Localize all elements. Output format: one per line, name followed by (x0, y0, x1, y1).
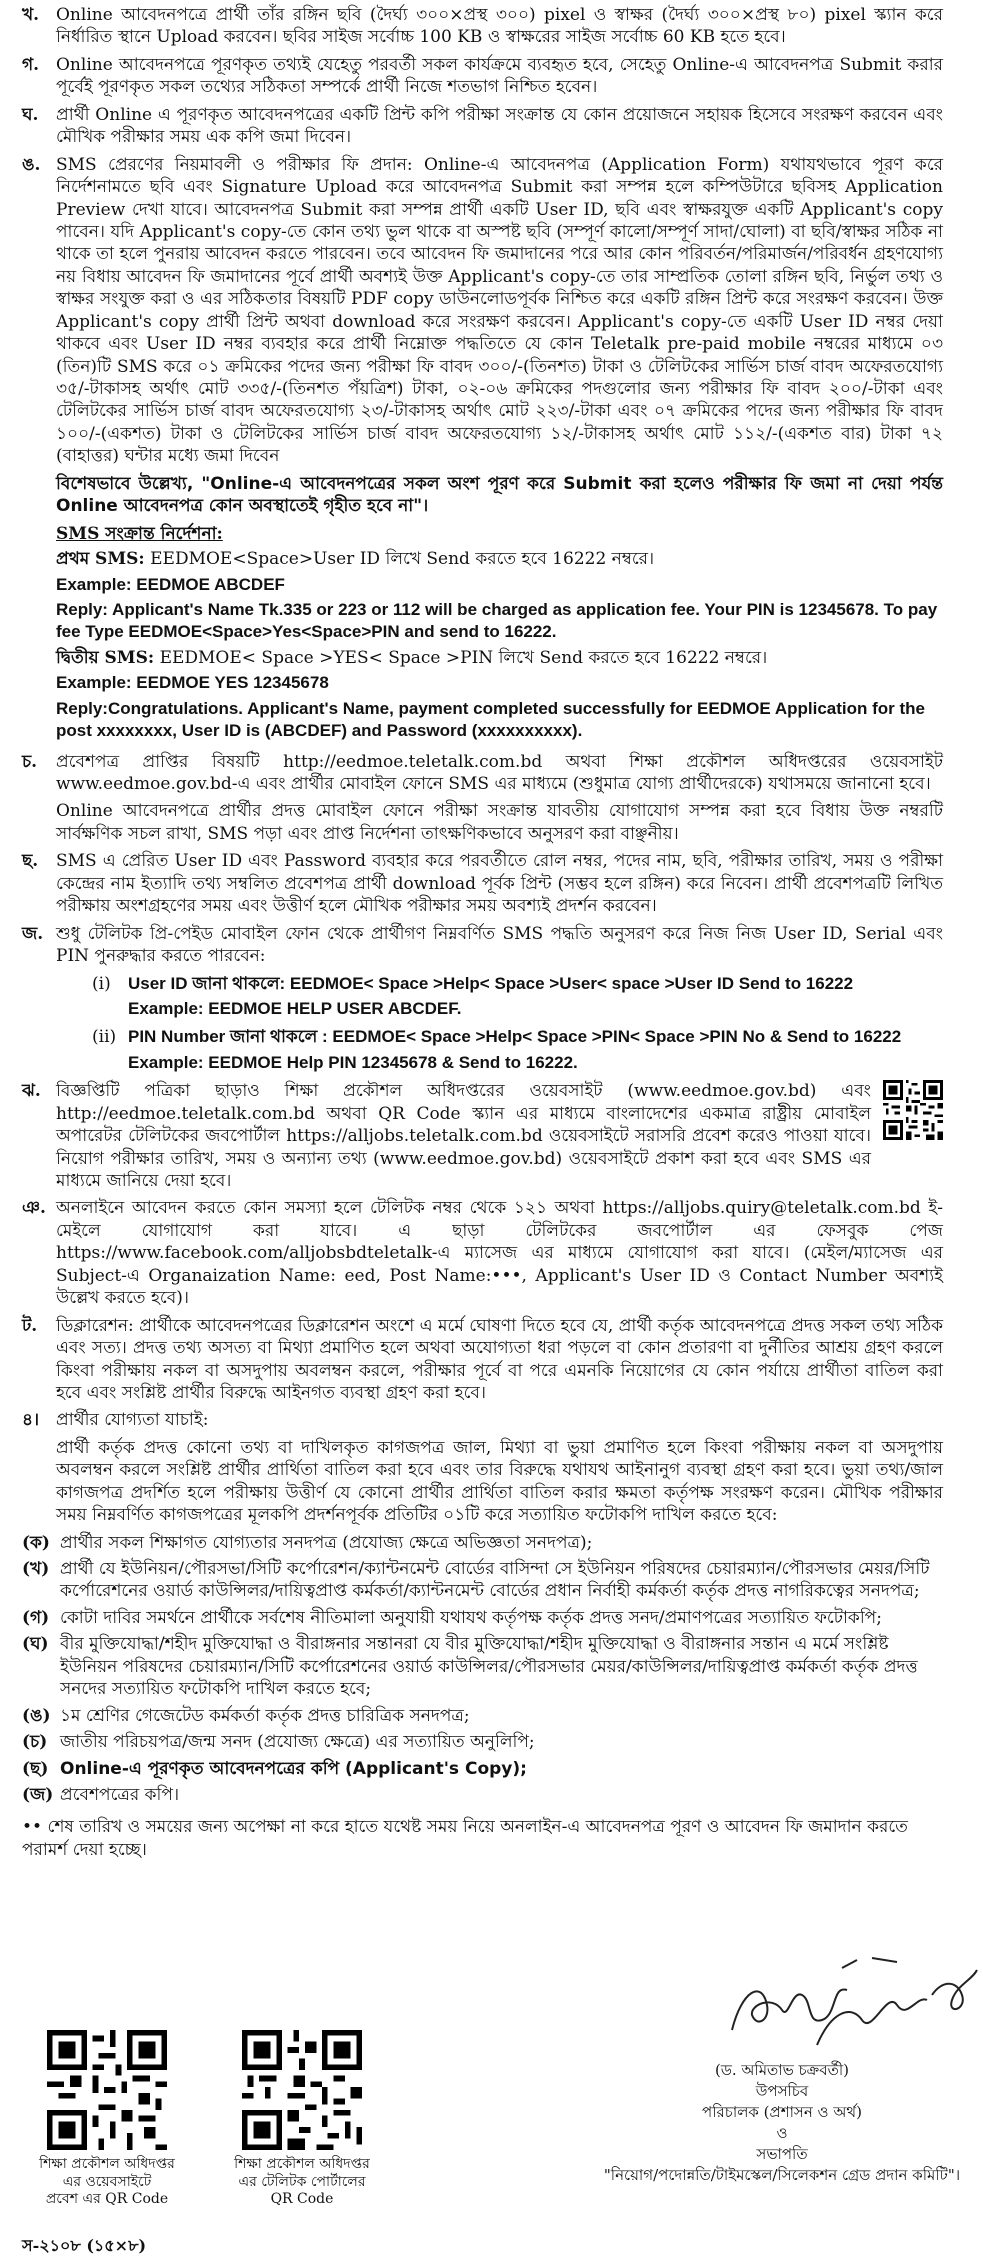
item-marker: খ. (22, 5, 40, 25)
sms-heading: SMS সংক্রান্ত নির্দেশনা: (56, 523, 223, 544)
list-num: (জ) (22, 1784, 54, 1805)
item-ja (22, 923, 943, 968)
list-text: জাতীয় পরিচয়পত্র/জন্ম সনদ (প্রযোজ্য ক্ষেত্রে) এর সত্যায়িত অনুলিপি; (60, 1732, 535, 1753)
qr-caption: QR Code (270, 2191, 334, 2207)
item-marker: চ. (22, 751, 38, 772)
item-text: SMS প্রেরণের নিয়মাবলী ও পরীক্ষার ফি প্রদান: Online-এ আবেদনপত্র (Application Form) যথাযথভাবে পূরণ করে নির্দেশনামতে ছবি এবং Signature Upload করে আবেদনপত্র Submit করা সম্পন্ন হলে কম্পিউটারে ছবিসহ Application Preview দেখা যাবে। আবেদনপত্র Submit করা সম্পন্ন প্রার্থী একটি User ID, ছবি এবং স্বাক্ষরযুক্ত একটি Applicant's copy পাবেন। যদি Applicant's copy-তে কোন তথ্য ভুল থাকে বা অস্পষ্ট ছবি (সম্পূর্ণ কালো/সম্পূর্ণ সাদা/ঘোলা) বা ছবি/স্বাক্ষর সঠিক না থাকে তা হলে পুনরায় আবেদন করতে পারবেন। তবে আবেদন ফি জমাদানের পরে আর কোন পরিবর্তন/পরিমার্জন/পরিবর্ধন গ্রহণযোগ্য নয় বিধায় আবেদন ফি জমাদানের পূর্বে প্রার্থী অবশ্যই উক্ত Applicant's copy-তে তার সাম্প্রতিক তোলা রঙ্গিন ছবি, নির্ভুল তথ্য ও স্বাক্ষর সংযুক্ত করা ও এর সঠিকতার বিষয়টি PDF copy ডাউনলোডপূর্বক নিশ্চিত করে একটি রঙ্গিন প্রিন্ট করে সংরক্ষণ করবেন। উক্ত Applicant's copy প্রার্থী প্রিন্ট অথবা download করে সংরক্ষণ করবেন। Applicant's copy-তে একটি User ID নম্বর দেয়া থাকবে এবং User ID নম্বর ব্যবহার করে প্রার্থী নিম্নোক্ত পদ্ধতিতে যে কোন Teletalk pre-paid mobile নম্বরের মাধ্যমে ০৩ (তিন)টি SMS করে ০১ ক্রমিকের পদের জন্য পরীক্ষা ফি বাবদ ৩০০/-(তিনশত) টাকা ও টেলিটকের সার্ভিস চার্জ বাবদ অফেরতযোগ্য ৩৫/-টাকাসহ অর্থাৎ মোট ৩৩৫/-(তিনশত পঁয়ত্রিশ) টাকা, ০২-০৬ ক্রমিকের পদগুলোর জন্য পরীক্ষার ফি বাবদ ২০০/-টাকা এবং টেলিটকের সার্ভিস চার্জ বাবদ অফেরতযোগ্য ২৩/-টাকাসহ অর্থাৎ মোট ২২৩/-টাকা এবং ০৭ ক্রমিকের পদের জন্য পরীক্ষার ফি বাবদ ১০০/-(একশত) টাকা ও টেলিটকের সার্ভিস চার্জ বাবদ অফেরতযোগ্য ১২/-টাকাসহ অর্থাৎ মোট ১১২/-(একশত বার) টাকা ৭২ (বাহাত্তর) ঘন্টার মধ্যে জমা দিবেন (56, 154, 944, 467)
item-jha (22, 1080, 943, 1192)
final-note: •• শেষ তারিখ ও সময়ের জন্য অপেক্ষা না করে হাতে যথেষ্ট সময় নিয়ে অনলাইন-এ আবেদনপত্র পূরণ ও আবেদন ফি জমাদান করতে পরামর্শ দেয়া হচ্ছে। (22, 1817, 908, 1860)
list-text: প্রবেশপত্রের কপি। (60, 1784, 180, 1805)
item-cha-text2: Online আবেদনপত্রে প্রার্থীর প্রদত্ত মোবাইল ফোনে পরীক্ষা সংক্রান্ত যাবতীয় যোগাযোগ সম্পন্ন করা হবে বিধায় উক্ত নম্বরটি সার্বক্ষণিক সচল রাখা, SMS পড়া এবং প্রাপ্ত নির্দেশনা তাৎক্ষণিকভাবে অনুসরণ করা বাঞ্ছনীয়। (56, 801, 943, 844)
recovery-item (92, 1026, 943, 1048)
recovery-example: Example: EEDMOE Help PIN 12345678 & Send to 16222. (128, 1052, 578, 1072)
eligibility-text: প্রার্থী কর্তৃক প্রদত্ত কোনো তথ্য বা দাখিলকৃত কাগজপত্র জাল, মিথ্যা বা ভুয়া প্রমাণিত হলে কিংবা পরীক্ষায় নকল বা অসদুপায় অবলম্বন করলে সংশ্লিষ্ট প্রার্থীর প্রার্থিতা বাতিল করা হবে এবং তার বিরুদ্ধে যথাযথ আইনানুগ ব্যবস্থা গ্রহণ করা হবে। ভুয়া তথ্য/জাল কাগজপত্র প্রদর্শিত হলে পরীক্ষায় উত্তীর্ণ যে কোনো প্রার্থীর প্রার্থিতা বাতিল করার ক্ষমতা কর্তৃপক্ষ সংরক্ষণ করেন। মৌখিক পরীক্ষার সময় নিম্নবর্ণিত কাগজপত্রের মূলকপি প্রদর্শনপূর্বক প্রতিটির ০১টি করে সত্যায়িত ফটোকপি দাখিল করতে হবে: (56, 1437, 943, 1526)
item-ta (22, 1315, 943, 1405)
first-sms-label: প্রথম SMS: (56, 549, 145, 570)
list-item (22, 1758, 943, 1780)
document-list (22, 1532, 943, 1807)
qr-caption: শিক্ষা প্রকৌশল অধিদপ্তর (39, 2156, 175, 2172)
list-num: (চ) (22, 1732, 48, 1753)
item-text: অনলাইনে আবেদন করতে কোন সমস্যা হলে টেলিটক নম্বর থেকে ১২১ অথবা https://alljobs.quiry@teletalk.com.bd ই-মেইলে যোগাযোগ করা যাবে। এ ছাড়া টেলিটকের জবপোর্টাল এর ফেসবুক পেজ https://www.facebook.com/alljobsbdteletalk-এ ম্যাসেজ এর মাধ্যমে যোগাযোগ করা যাবে। (মেইল/ম্যাসেজ এর Subject-এ Organaization Name: eed, Post Name:•••, Applicant's User ID ও Contact Number অবশ্যই উল্লেখ করতে হবে)। (56, 1198, 943, 1309)
first-sms-text: EEDMOE<Space>User ID লিখে Send করতে হবে 16222 নম্বরে। (150, 549, 655, 570)
list-text: কোটা দাবির সমর্থনে প্রার্থীকে সর্বশেষ নীতিমালা অনুযায়ী যথাযথ কর্তৃপক্ষ কর্তৃক প্রদত্ত সনদ/প্রমাণপত্রের সত্যায়িত ফটোকপি; (60, 1607, 882, 1628)
list-item (22, 1731, 943, 1753)
example-1: Example: EEDMOE ABCDEF (56, 574, 285, 594)
list-text: প্রার্থী যে ইউনিয়ন/পৌরসভা/সিটি কর্পোরেশন/ক্যান্টনমেন্ট বোর্ডের বাসিন্দা সে ইউনিয়ন পরিষদের চেয়ারম্যান/পৌরসভার মেয়র/সিটি কর্পোরেশনের ওয়ার্ড কাউন্সিলর/দায়িত্বপ্রাপ্ত কর্মকর্তা/ক্যান্টনমেন্ট বোর্ডের প্রধান নির্বাহী কর্মকর্তা কর্তৃক প্রদত্ত নাগরিকত্বের সনদপত্র; (60, 1559, 930, 1602)
second-sms-text: EEDMOE< Space >YES< Space >PIN লিখে Send করতে হবে 16222 নম্বরে। (159, 647, 768, 668)
example-2: Example: EEDMOE YES 12345678 (56, 673, 329, 693)
item-text: প্রার্থী Online এ পূরণকৃত আবেদনপত্রের একটি প্রিন্ট কপি পরীক্ষা সংক্রান্ত যে কোন প্রয়োজনে সহায়ক হিসেবে সংরক্ষণ করবেন এবং মৌখিক পরীক্ষার সময় এক কপি জমা দিবেন। (56, 104, 943, 148)
qr-caption: প্রবেশ এর QR Code (45, 2191, 169, 2207)
recovery-text: User ID জানা থাকলে: EEDMOE< Space >Help< Space >User< space >User ID Send to 16222 (128, 973, 854, 993)
list-text: ১ম শ্রেণির গেজেটেড কর্মকর্তা কর্তৃক প্রদত্ত চারিত্রিক সনদপত্র; (60, 1705, 470, 1726)
item-text: প্রবেশপত্র প্রাপ্তির বিষয়টি http://eedmoe.teletalk.com.bd অথবা শিক্ষা প্রকৌশল অধিদপ্তরের ওয়েবসাইট www.eedmoe.gov.bd-এ এবং প্রার্থীর মোবাইল ফোনে SMS এর মাধ্যমে (শুধুমাত্র যোগ্য প্রার্থীদেরকে) যথাসময়ে জানানো হবে। (56, 751, 943, 794)
qr-caption: শিক্ষা প্রকৌশল অধিদপ্তর (234, 2156, 370, 2172)
item-marker: ঙ. (22, 154, 41, 175)
item-text: Online আবেদনপত্রে প্রার্থী তাঁর রঙ্গিন ছবি (দৈর্ঘ্য ৩০০×প্রস্থ ৩০০) pixel ও স্বাক্ষর (দৈর্ঘ্য ৩০০×প্রস্থ ৮০) pixel স্ক্যান করে নির্ধারিত স্থানে Upload করবেন। ছবির সাইজ সর্বোচ্চ 100 KB ও স্বাক্ষরের সাইজ সর্বোচ্চ 60 KB হতে হবে। (56, 5, 943, 48)
second-sms-label: দ্বিতীয় SMS: (56, 647, 155, 668)
item-eight (22, 1409, 943, 1431)
recovery-num: (ii) (92, 1027, 117, 1048)
recovery-text: PIN Number জানা থাকলে : EEDMOE< Space >Help< Space >PIN< Space >PIN No & Send to 16222 (128, 1027, 902, 1047)
reply-2: Reply:Congratulations. Applicant's Name, payment completed successfully for EEDMOE Application for the post xxxxxxxx, User ID is (ABCDEF) and Password (xxxxxxxxxx). (56, 698, 925, 741)
first-sms (56, 548, 943, 570)
item-nya (22, 1197, 943, 1309)
signer-title: ও (776, 2124, 788, 2142)
list-text: প্রার্থীর সকল শিক্ষাগত যোগ্যতার সনদপত্র (প্রযোজ্য ক্ষেত্রে অভিজ্ঞতা সনদপত্র); (60, 1532, 593, 1553)
list-item (22, 1607, 943, 1629)
special-note: বিশেষভাবে উল্লেখ্য, "Online-এ আবেদনপত্রের সকল অংশ পূরণ করে Submit করা হলেও পরীক্ষার ফি জমা না দেয়া পর্যন্ত Online আবেদনপত্র কোন অবস্থাতেই গৃহীত হবে না"। (56, 473, 943, 517)
qr-code-teletalk-icon (242, 2030, 362, 2150)
memo-number: স-২১০৮ (১৫×৮) (22, 2236, 147, 2255)
signer-title: সভাপতি (756, 2145, 808, 2163)
recovery-list (92, 973, 943, 1075)
item-cha (22, 751, 943, 796)
reply-1: Reply: Applicant's Name Tk.335 or 223 or 112 will be charged as application fee. Your PIN is 12345678. To pay fee Type EEDMOE<Space>Yes<Space>PIN and send to 16222. (56, 599, 938, 642)
list-num: (ক) (22, 1532, 50, 1553)
list-item (22, 1784, 943, 1806)
second-sms (56, 647, 943, 669)
list-num: (খ) (22, 1559, 50, 1579)
list-text: Online-এ পূরণকৃত আবেদনপত্রের কপি (Applicant's Copy); (60, 1758, 527, 1779)
footer (22, 1930, 961, 2260)
qr-code-icon (883, 1080, 943, 1140)
signer-title: উপসচিব (755, 2082, 809, 2100)
item-text: SMS এ প্রেরিত User ID এবং Password ব্যবহার করে পরবর্তীতে রোল নম্বর, পদের নাম, ছবি, পরীক্ষার তারিখ, সময় ও পরীক্ষা কেন্দ্রের নাম ইত্যাদি তথ্য সম্বলিত প্রবেশপত্র প্রার্থী download পূর্বক প্রিন্ট (সম্ভব হলে রঙ্গিন) করে নিবেন। প্রার্থী প্রবেশপত্রটি লিখিত পরীক্ষায় অংশগ্রহণের সময় এবং উত্তীর্ণ হলে মৌখিক পরীক্ষার সময় অবশ্যই প্রদর্শন করবেন। (56, 851, 943, 917)
item-text: Online আবেদনপত্রে পূরণকৃত তথ্যই যেহেতু পরবর্তী সকল কার্যক্রমে ব্যবহৃত হবে, সেহেতু Online-এ আবেদনপত্র Submit করার পূর্বেই পূরণকৃত সকল তথ্যের সঠিকতা সম্পর্কে প্রার্থী নিজে শতভাগ নিশ্চিত হবেন। (56, 54, 943, 98)
list-item (22, 1633, 943, 1700)
item-marker: গ. (22, 54, 40, 75)
list-num: (ছ) (22, 1758, 49, 1779)
item-marker: ৪। (22, 1410, 40, 1431)
recovery-example: Example: EEDMOE HELP USER ABCDEF. (128, 998, 462, 1018)
list-num: (গ) (22, 1607, 50, 1628)
item-uma (22, 154, 943, 468)
item-chha (22, 850, 943, 917)
item-marker: ট. (22, 1315, 38, 1336)
item-kha (22, 4, 943, 49)
item-marker: ঘ. (22, 104, 39, 125)
list-item (22, 1705, 943, 1727)
signer-block (582, 2060, 982, 2186)
item-marker: ঞ. (22, 1198, 46, 1219)
item-ga (22, 54, 943, 99)
recovery-num: (i) (92, 973, 111, 994)
committee-name: "নিয়োগ/পদোন্নতি/টাইমস্কেল/সিলেকশন গ্রেড প্রদান কমিটি"। (603, 2166, 961, 2184)
sms-instructions (56, 523, 943, 743)
list-num: (ঘ) (22, 1634, 49, 1655)
qr-teletalk (217, 2030, 387, 2209)
item-text: শুধু টেলিটক প্রি-পেইড মোবাইল ফোন থেকে প্রার্থীগণ নিম্নবর্ণিত SMS পদ্ধতি অনুসরণ করে নিজ নিজ User ID, Serial এবং PIN পুনরুদ্ধার করতে পারবেন: (56, 923, 943, 967)
list-num: (ঙ) (22, 1705, 51, 1726)
list-item (22, 1532, 943, 1554)
item-gha (22, 104, 943, 149)
recovery-item (92, 973, 943, 995)
qr-website (22, 2030, 192, 2209)
list-text: বীর মুক্তিযোদ্ধা/শহীদ মুক্তিযোদ্ধা ও বীরাঙ্গনার সন্তানরা যে বীর মুক্তিযোদ্ধা/শহীদ মুক্তিযোদ্ধা ও বীরাঙ্গনার সন্তান এ মর্মে সংশ্লিষ্ট ইউনিয়ন পরিষদের চেয়ারম্যান/সিটি কর্পোরেশনের ওয়ার্ড কাউন্সিলর/পৌরসভার মেয়র/কাউন্সিলর/দায়িত্বপ্রাপ্ত কর্মকর্তা কর্তৃক প্রদত্ত সনদের সত্যায়িত ফটোকপি দাখিল করতে হবে; (60, 1634, 918, 1700)
qr-code-website-icon (47, 2030, 167, 2150)
signer-name: (ড. অমিতাভ চক্রবর্তী) (715, 2061, 849, 2079)
signer-title: পরিচালক (প্রশাসন ও অর্থ) (702, 2103, 862, 2121)
item-title: প্রার্থীর যোগ্যতা যাচাই: (56, 1410, 209, 1431)
signature-icon (722, 1950, 982, 2060)
item-marker: জ. (22, 923, 44, 944)
item-marker: ঝ. (22, 1081, 41, 1102)
item-text: বিজ্ঞপ্তিটি পত্রিকা ছাড়াও শিক্ষা প্রকৌশল অধিদপ্তরের ওয়েবসাইট (www.eedmoe.gov.bd) এবং http://eedmoe.teletalk.com.bd অথবা QR Code স্ক্যান এর মাধ্যমে বাংলাদেশের একমাত্র রাষ্ট্রীয় মোবাইল অপারেটর টেলিটকের জবপোর্টাল https://alljobs.teletalk.com.bd ওয়েবসাইটে সরাসরি প্রবেশ করেও পাওয়া যাবে। নিয়োগ পরীক্ষার তারিখ, সময় ও অন্যান্য তথ্য (www.eedmoe.gov.bd) ওয়েবসাইটে প্রকাশ করা হবে এবং SMS এর মাধ্যমে জানিয়ে দেয়া হবে। (56, 1081, 871, 1191)
list-item (22, 1558, 943, 1603)
item-marker: ছ. (22, 851, 39, 872)
qr-caption: এর ওয়েবসাইটে (62, 2173, 152, 2190)
qr-caption: এর টেলিটক পোর্টালের (238, 2173, 366, 2190)
item-text: ডিক্লারেশন: প্রার্থীকে আবেদনপত্রের ডিক্লারেশন অংশে এ মর্মে ঘোষণা দিতে হবে যে, প্রার্থী কর্তৃক আবেদনপত্রে প্রদত্ত সকল তথ্য সঠিক এবং সত্য। প্রদত্ত তথ্য অসত্য বা মিথ্যা প্রমাণিত হলে অথবা অযোগ্যতা ধরা পড়লে বা কোন প্রতারণা বা দুর্নীতির আশ্রয় গ্রহণ করলে কিংবা পরীক্ষায় নকল বা অসদুপায় অবলম্বন করলে, পরীক্ষার পূর্বে বা পরে এমনকি নিয়োগের যে কোন পর্যায়ে প্রার্থীতা বাতিল করা হবে এবং সংশ্লিষ্ট প্রার্থীর বিরুদ্ধে আইনগত ব্যবস্থা গ্রহণ করা হবে। (56, 1315, 943, 1403)
